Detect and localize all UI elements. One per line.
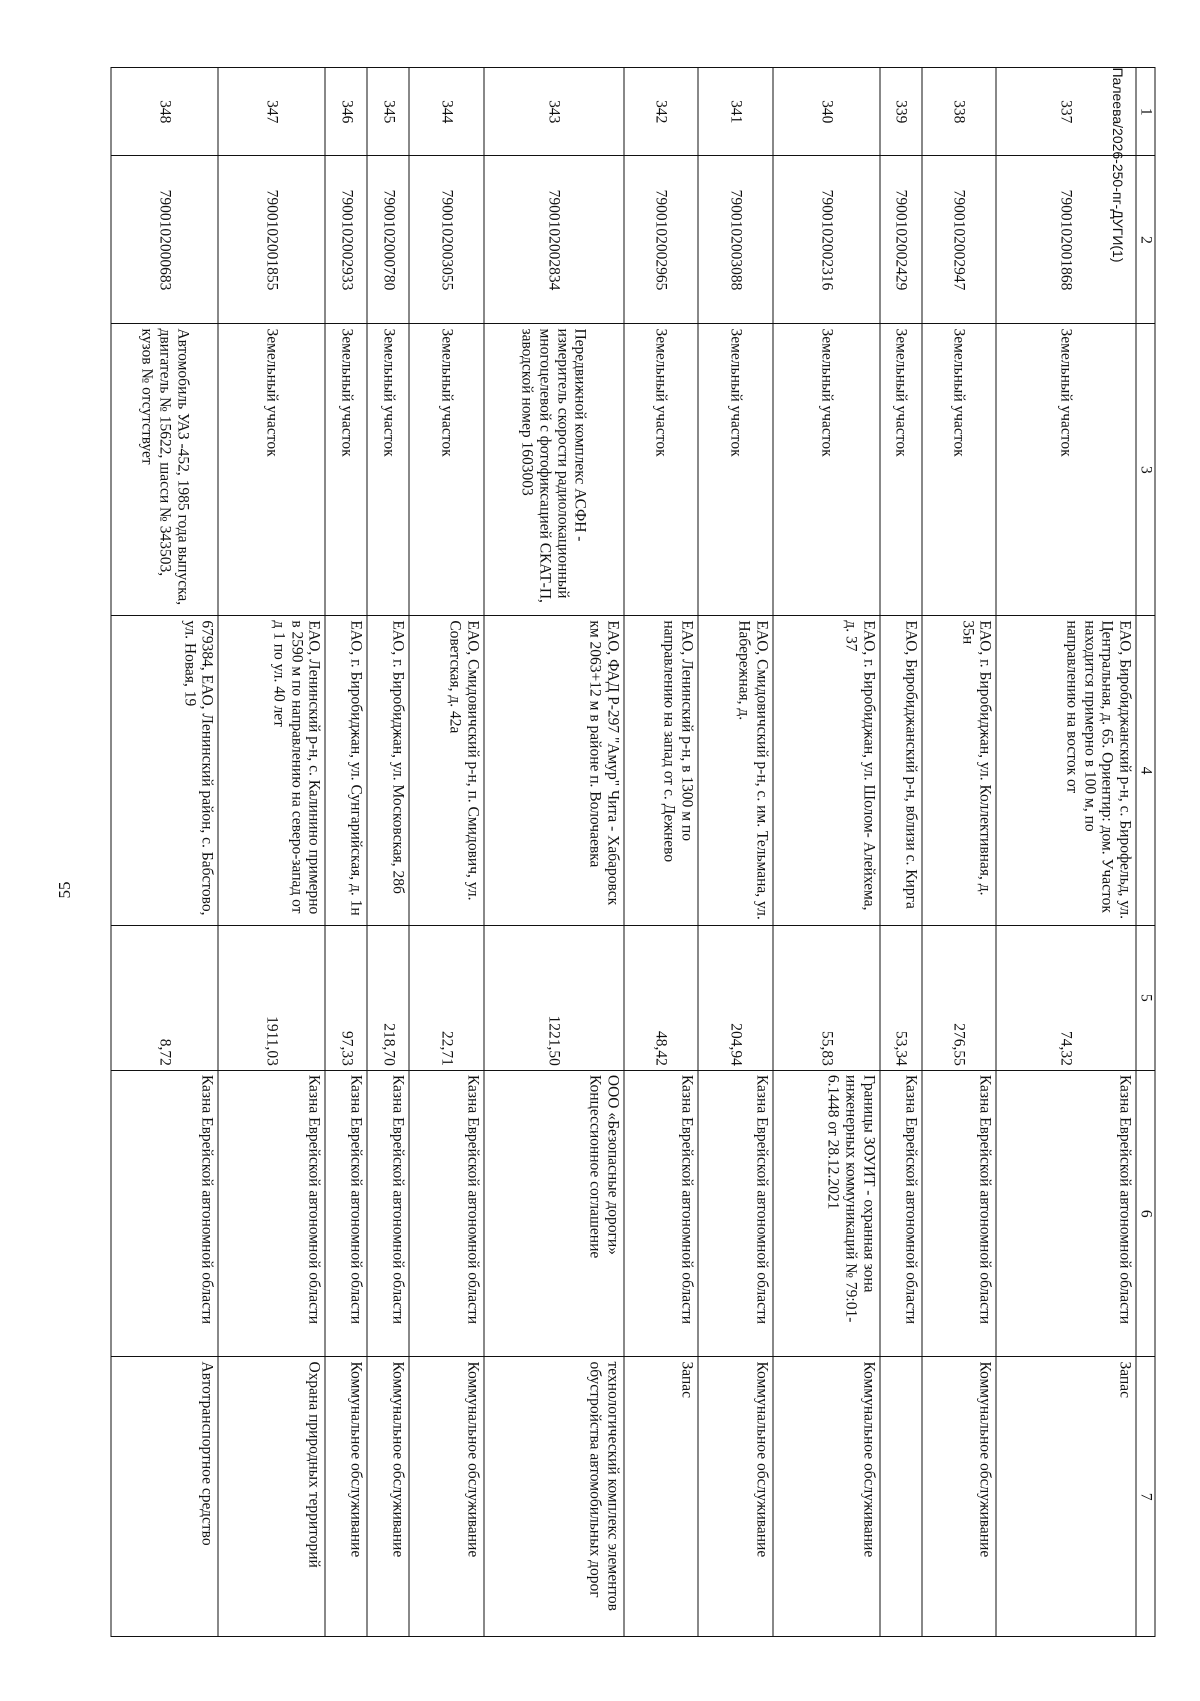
object-name-cell: Земельный участок (624, 324, 699, 616)
registry-table-container (111, 67, 1156, 1637)
address-cell: ЕАО, г. Биробиджан, ул. Сунгарийская, д. 1н (325, 616, 367, 926)
purpose-cell: Коммунальное обслуживание (922, 1357, 997, 1637)
registry-code-cell: 7900102002947 (922, 156, 997, 324)
area-cell: 1911,03 (218, 925, 325, 1070)
registry-code-cell: 7900102002316 (773, 156, 880, 324)
area-cell: 97,33 (325, 925, 367, 1070)
owner-cell: Казна Еврейской автономной области (996, 1070, 1136, 1357)
address-cell: ЕАО, г. Биробиджан, ул. Шолом- Алейхема, д. 37 (773, 616, 880, 926)
row-number-cell: 344 (409, 68, 484, 156)
area-cell: 1221,50 (484, 925, 624, 1070)
row-number-cell: 343 (484, 68, 624, 156)
area-cell: 22,71 (409, 925, 484, 1070)
owner-cell: Казна Еврейской автономной области (409, 1070, 484, 1357)
owner-cell: Казна Еврейской автономной области (922, 1070, 997, 1357)
document-code: Палеева/2026-250-пг-ДУГИ(1) (1110, 67, 1126, 263)
address-cell: ЕАО, Ленинский р-н, с. Калинино примерно в 2590 м по направлению на северо-запад от д 1 по ул. 40 лет (218, 616, 325, 926)
table-row (698, 68, 773, 1637)
owner-cell: Казна Еврейской автономной области (624, 1070, 699, 1357)
purpose-cell: Запас (996, 1357, 1136, 1637)
purpose-cell: Коммунальное обслуживание (773, 1357, 880, 1637)
row-number-cell: 345 (367, 68, 409, 156)
purpose-cell: Коммунальное обслуживание (698, 1357, 773, 1637)
area-cell: 218,70 (367, 925, 409, 1070)
owner-cell: Казна Еврейской автономной области (698, 1070, 773, 1357)
object-name-cell: Земельный участок (698, 324, 773, 616)
object-name-cell: Земельный участок (996, 324, 1136, 616)
area-cell: 204,94 (698, 925, 773, 1070)
area-cell: 48,42 (624, 925, 699, 1070)
address-cell: 679384, ЕАО, Ленинский район, с. Бабстово, ул. Новая, 19 (111, 616, 218, 926)
object-name-cell: Земельный участок (880, 324, 922, 616)
owner-cell: Казна Еврейской автономной области (367, 1070, 409, 1357)
purpose-cell: Запас (624, 1357, 699, 1637)
area-cell: 8,72 (111, 925, 218, 1070)
purpose-cell: Коммунальное обслуживание (409, 1357, 484, 1637)
table-row (325, 68, 367, 1637)
table-row (484, 68, 624, 1637)
purpose-cell (880, 1357, 922, 1637)
purpose-cell: Автотранспортное средство (111, 1357, 218, 1637)
column-header: 7 (1136, 1357, 1155, 1637)
owner-cell: Казна Еврейской автономной области (218, 1070, 325, 1357)
purpose-cell: Охрана природных территорий (218, 1357, 325, 1637)
object-name-cell: Земельный участок (218, 324, 325, 616)
header-row (1136, 68, 1155, 1637)
object-name-cell: Передвижной комплекс АСФН - измеритель скорости радиолокационный многоцелевой с фотофиксацией СКАТ-П, заводской номер 1603003 (484, 324, 624, 616)
area-cell: 74,32 (996, 925, 1136, 1070)
object-name-cell: Земельный участок (922, 324, 997, 616)
registry-code-cell: 7900102002429 (880, 156, 922, 324)
purpose-cell: Коммунальное обслуживание (367, 1357, 409, 1637)
area-cell: 55,83 (773, 925, 880, 1070)
object-name-cell: Автомобиль УАЗ -452, 1985 года выпуска, двигатель № 15622, шасси № 343503, кузов № отсутствует (111, 324, 218, 616)
row-number-cell: 340 (773, 68, 880, 156)
registry-code-cell: 7900102001868 (996, 156, 1136, 324)
registry-code-cell: 7900102000780 (367, 156, 409, 324)
table-row (409, 68, 484, 1637)
table-row (880, 68, 922, 1637)
object-name-cell: Земельный участок (367, 324, 409, 616)
table-row (773, 68, 880, 1637)
object-name-cell: Земельный участок (409, 324, 484, 616)
purpose-cell: Коммунальное обслуживание (325, 1357, 367, 1637)
address-cell: ЕАО, Биробиджанский р-н, вблизи с. Кирга (880, 616, 922, 926)
row-number-cell: 348 (111, 68, 218, 156)
area-cell: 53,34 (880, 925, 922, 1070)
column-header: 6 (1136, 1070, 1155, 1357)
row-number-cell: 342 (624, 68, 699, 156)
address-cell: ЕАО, г. Биробиджан, ул. Московская, 28б (367, 616, 409, 926)
registry-code-cell: 7900102002965 (624, 156, 699, 324)
column-header: 3 (1136, 324, 1155, 616)
row-number-cell: 337 (996, 68, 1136, 156)
address-cell: ЕАО, Биробиджанский р-н, с. Бирофельд, ул. Центральная, д. 65. Ориентир: дом. Участок находится примерно в 100 м, по направлению на восток от (996, 616, 1136, 926)
area-cell: 276,55 (922, 925, 997, 1070)
column-header: 1 (1136, 68, 1155, 156)
table-row (111, 68, 218, 1637)
owner-cell: Границы ЗОУИТ - охранная зона инженерных коммуникаций № 79:01-6.1448 от 28.12.2021 (773, 1070, 880, 1357)
column-header: 4 (1136, 616, 1155, 926)
row-number-cell: 347 (218, 68, 325, 156)
row-number-cell: 346 (325, 68, 367, 156)
registry-code-cell: 7900102003055 (409, 156, 484, 324)
column-header: 5 (1136, 925, 1155, 1070)
address-cell: ЕАО, Смидовичский р-н, п. Смидович, ул. Советская, д. 42а (409, 616, 484, 926)
purpose-cell: технологический комплекс элементов обустройства автомобильных дорог (484, 1357, 624, 1637)
registry-code-cell: 7900102002834 (484, 156, 624, 324)
owner-cell: Казна Еврейской автономной области (325, 1070, 367, 1357)
object-name-cell: Земельный участок (325, 324, 367, 616)
column-header: 2 (1136, 156, 1155, 324)
owner-cell: Казна Еврейской автономной области (111, 1070, 218, 1357)
row-number-cell: 339 (880, 68, 922, 156)
page-number: 55 (55, 881, 74, 899)
table-row (624, 68, 699, 1637)
address-cell: ЕАО, Смидовичский р-н, с. им. Тельмана, ул. Набережная, д. (698, 616, 773, 926)
registry-code-cell: 7900102000683 (111, 156, 218, 324)
table-body (111, 68, 1136, 1637)
registry-table (111, 67, 1156, 1637)
owner-cell: ООО «Безопасные дороги» Концессионное соглашение (484, 1070, 624, 1357)
owner-cell: Казна Еврейской автономной области (880, 1070, 922, 1357)
registry-code-cell: 7900102003088 (698, 156, 773, 324)
row-number-cell: 338 (922, 68, 997, 156)
address-cell: ЕАО, Ленинский р-н, в 1300 м по направлению на запад от с. Дежнево (624, 616, 699, 926)
table-row (367, 68, 409, 1637)
table-row (218, 68, 325, 1637)
table-row (922, 68, 997, 1637)
address-cell: ЕАО, г. Биробиджан, ул. Коллективная, д. 35н (922, 616, 997, 926)
object-name-cell: Земельный участок (773, 324, 880, 616)
row-number-cell: 341 (698, 68, 773, 156)
registry-code-cell: 7900102002933 (325, 156, 367, 324)
registry-code-cell: 7900102001855 (218, 156, 325, 324)
address-cell: ЕАО, ФАД Р-297 "Амур" Чита - Хабаровск км 2063+12 м в районе п. Волочаевка (484, 616, 624, 926)
